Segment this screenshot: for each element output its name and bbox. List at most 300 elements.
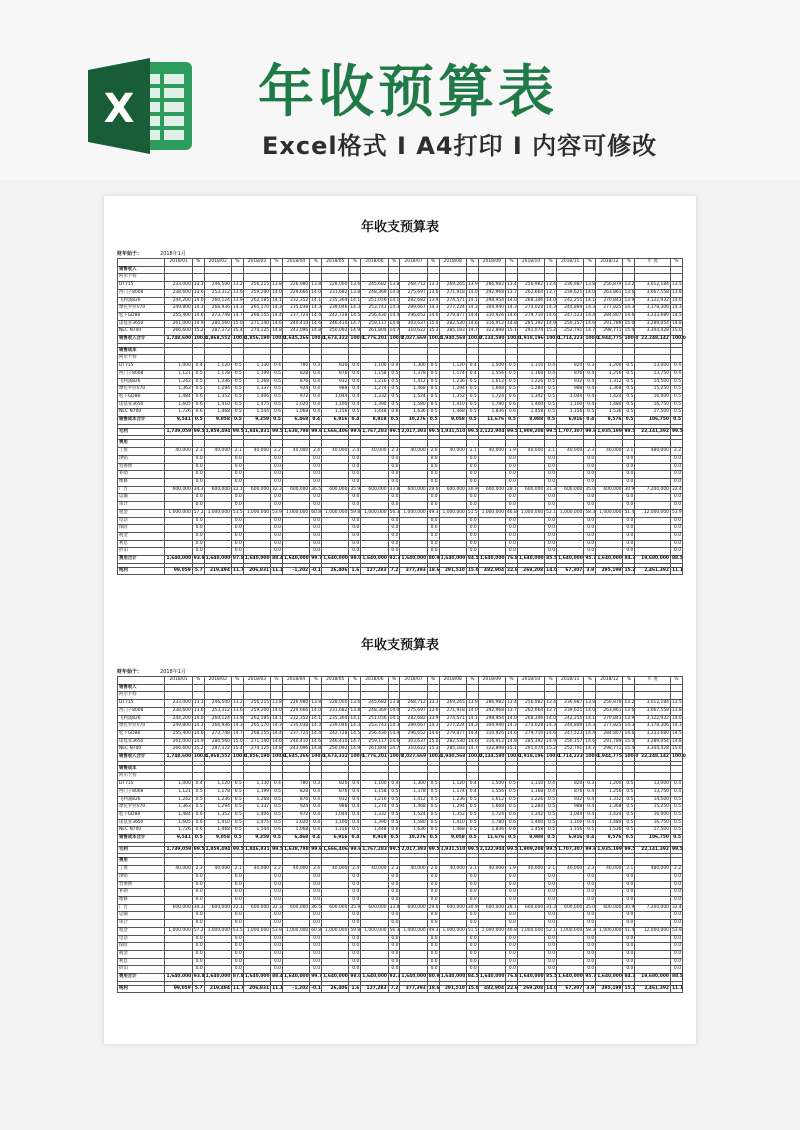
table-cell: 14.7 (388, 328, 400, 336)
table-cell: 1,536 (596, 827, 623, 835)
table-cell: 0.0 (310, 966, 322, 974)
table-cell (557, 532, 584, 540)
table-cell: 14.6 (271, 320, 283, 328)
table-cell (165, 355, 192, 363)
table-cell (427, 765, 439, 773)
table-cell: 0.0 (584, 548, 596, 556)
table-cell: 0.0 (584, 935, 596, 943)
table-cell: 828 (282, 788, 309, 796)
table-cell: 0.0 (271, 463, 283, 471)
table-cell: 0.0 (349, 935, 361, 943)
table-cell: 291,510 (439, 567, 466, 575)
table-cell: 1,158 (361, 370, 388, 378)
table-cell (322, 958, 349, 966)
table-cell: 292,968 (478, 289, 505, 297)
table-cell: 0.4 (349, 781, 361, 789)
table-cell: 14.0 (506, 297, 518, 305)
table-cell: 0.0 (545, 950, 557, 958)
table-cell: 1,412 (400, 796, 427, 804)
table-cell: 1,174 (439, 788, 466, 796)
table-cell: 239,046 (322, 305, 349, 313)
table-cell (506, 347, 518, 355)
total-row (118, 567, 683, 575)
table-cell: 0.0 (506, 966, 518, 974)
table-cell: 256,982 (517, 282, 544, 290)
row-label: 销售成本合计 (118, 835, 165, 843)
table-cell: 377,393 (400, 985, 427, 993)
table-cell: 14.1 (349, 297, 361, 305)
table-cell (596, 773, 623, 781)
table-cell: 14.1 (349, 715, 361, 723)
table-cell (204, 881, 231, 889)
table-cell: 0.0 (427, 502, 439, 510)
table-cell: 1,724 (478, 393, 505, 401)
table-cell (635, 935, 671, 943)
table-cell: 1,935,199 (596, 846, 623, 854)
table-cell: 1,121 (165, 788, 192, 796)
table-cell: 33.8 (388, 904, 400, 912)
table-cell: 14.8 (506, 738, 518, 746)
table-cell: 87.8 (231, 974, 243, 982)
table-cell: 14.1 (388, 715, 400, 723)
table-cell: 14.8 (506, 320, 518, 328)
table-cell (517, 463, 544, 471)
table-cell: 67,307 (557, 567, 584, 575)
row-label: NEC N700 (118, 328, 165, 336)
table-cell: 8,988 (517, 835, 544, 843)
table-cell (439, 494, 466, 502)
table-cell: 0.0 (271, 517, 283, 525)
table-cell (517, 274, 544, 282)
table-cell (165, 463, 192, 471)
table-cell: 1,100 (361, 781, 388, 789)
table-cell (165, 858, 192, 866)
table-cell: 1,714,223 (557, 336, 584, 344)
table-cell (400, 274, 427, 282)
table-cell (545, 274, 557, 282)
table-cell: 14.0 (192, 715, 204, 723)
table-cell: 30.9 (623, 486, 635, 494)
table-cell (557, 440, 584, 448)
table-cell: 13.6 (349, 700, 361, 708)
table-cell: 219,494 (204, 985, 231, 993)
table-cell: 53.9 (670, 509, 682, 517)
table-cell: 0.4 (349, 796, 361, 804)
header-cell: % (192, 677, 204, 685)
table-cell (192, 440, 204, 448)
table-cell (282, 920, 309, 928)
table-cell (478, 502, 505, 510)
table-cell: 1,724 (478, 811, 505, 819)
table-cell (243, 463, 270, 471)
table-cell: 0.0 (506, 517, 518, 525)
table-cell: 310,622 (400, 746, 427, 754)
table-cell: 269,265 (439, 282, 466, 290)
table-cell: 14.6 (466, 738, 478, 746)
table-cell: 40,000 (557, 866, 584, 874)
table-cell: 0.5 (427, 827, 439, 835)
table-cell (439, 532, 466, 540)
table-row (118, 494, 683, 502)
table-cell: 0.5 (388, 386, 400, 394)
table-cell: 988 (557, 386, 584, 394)
table-cell (596, 494, 623, 502)
table-cell (517, 684, 544, 692)
table-cell: 22,248,142 (635, 754, 671, 762)
table-cell: 0.0 (545, 502, 557, 510)
table-cell: 1,468 (400, 804, 427, 812)
table-cell: 14.3 (349, 723, 361, 731)
table-cell: 0.5 (271, 819, 283, 827)
table-cell (400, 858, 427, 866)
table-cell: 0.5 (623, 804, 635, 812)
table-cell: 67,307 (557, 985, 584, 993)
table-cell (310, 692, 322, 700)
table-cell: 820 (557, 781, 584, 789)
table-cell: 1,448 (361, 409, 388, 417)
table-cell: 0.5 (349, 827, 361, 835)
table-cell: 0.0 (349, 943, 361, 951)
table-cell (635, 943, 671, 951)
header-cell: % (388, 677, 400, 685)
header-cell: % (466, 677, 478, 685)
table-cell (204, 912, 231, 920)
table-cell: 0.0 (231, 525, 243, 533)
table-cell: 0.6 (192, 401, 204, 409)
table-cell: 17,500 (635, 827, 671, 835)
table-cell: 0.0 (271, 540, 283, 548)
table-cell: 99.7 (310, 556, 322, 564)
row-label: 松下GD88 (118, 811, 165, 819)
table-cell: 56.3 (388, 927, 400, 935)
table-cell: 256,430 (361, 730, 388, 738)
table-cell (243, 896, 270, 904)
table-cell: 972 (282, 811, 309, 819)
table-cell: 0.0 (388, 532, 400, 540)
table-cell (361, 274, 388, 282)
header-cell: 2018/08 (439, 677, 466, 685)
row-label: 利息 (118, 958, 165, 966)
table-cell: 99.6 (349, 428, 361, 436)
table-cell: 0.5 (231, 378, 243, 386)
header-cell: 2018/07 (400, 677, 427, 685)
table-cell: 26,406 (322, 567, 349, 575)
table-cell (192, 266, 204, 274)
table-cell: 0.0 (427, 525, 439, 533)
table-cell: 3,289,054 (635, 738, 671, 746)
table-cell (635, 525, 671, 533)
table-cell: 0.0 (231, 463, 243, 471)
table-cell: 0.5 (466, 819, 478, 827)
table-cell: 1,000,000 (439, 927, 466, 935)
table-cell: 0.0 (506, 873, 518, 881)
table-cell: 2.3 (388, 448, 400, 456)
table-row (118, 966, 683, 974)
table-cell: 2.2 (670, 866, 682, 874)
table-cell (231, 684, 243, 692)
table-cell: 0.4 (271, 363, 283, 371)
header-cell: 2018/07 (400, 259, 427, 267)
table-cell: 49.3 (427, 509, 439, 517)
table-cell: -1,202 (282, 985, 309, 993)
table-cell (517, 692, 544, 700)
table-cell: 0.0 (310, 463, 322, 471)
table-cell: 14.3 (192, 305, 204, 313)
table-cell: 0.4 (310, 409, 322, 417)
table-cell (596, 858, 623, 866)
table-cell: 1,944,775 (596, 336, 623, 344)
table-cell: 2,461,392 (635, 985, 671, 993)
table-cell: 0.5 (349, 409, 361, 417)
table-cell (282, 463, 309, 471)
table-cell: 1,475 (243, 819, 270, 827)
table-cell (596, 525, 623, 533)
table-cell (271, 858, 283, 866)
table-cell: 14.4 (388, 312, 400, 320)
table-cell: 0.0 (670, 471, 682, 479)
table-cell: 15.3 (427, 328, 439, 336)
table-cell: 11.1 (670, 567, 682, 575)
table-cell: 1,524 (400, 811, 427, 819)
table-cell: 0.0 (466, 463, 478, 471)
table-cell: 0.5 (192, 417, 204, 425)
table-cell: 244,889 (557, 305, 584, 313)
table-cell: 14.0 (310, 707, 322, 715)
table-cell: 0.4 (310, 401, 322, 409)
table-cell (192, 684, 204, 692)
total-row (118, 985, 683, 993)
table-cell: 0.5 (192, 796, 204, 804)
table-cell: 0.5 (427, 788, 439, 796)
table-cell (361, 966, 388, 974)
table-cell (388, 355, 400, 363)
table-cell: 1,000,000 (243, 509, 270, 517)
table-cell: 16,750 (635, 819, 671, 827)
table-cell (584, 347, 596, 355)
table-cell: 0.0 (670, 540, 682, 548)
table-cell: 0.0 (192, 920, 204, 928)
table-cell: 0.0 (466, 471, 478, 479)
table-cell (517, 920, 544, 928)
table-cell: 99.5 (271, 428, 283, 436)
table-cell: 0.0 (349, 540, 361, 548)
table-cell: 2.1 (466, 448, 478, 456)
table-cell (349, 355, 361, 363)
table-cell: 0.0 (466, 920, 478, 928)
table-cell (478, 266, 505, 274)
header-cell: 2018/11 (557, 677, 584, 685)
table-cell: 84.5 (466, 974, 478, 982)
table-cell (361, 455, 388, 463)
table-cell: 13.6 (427, 289, 439, 297)
table-cell: 250,092 (322, 746, 349, 754)
table-cell (282, 773, 309, 781)
table-cell: 14.9 (349, 328, 361, 336)
table-cell: 0.0 (466, 958, 478, 966)
table-cell: 100.0 (466, 754, 478, 762)
table-cell (478, 692, 505, 700)
table-cell (557, 920, 584, 928)
table-cell: 1,294 (439, 386, 466, 394)
table-cell: 15.0 (670, 746, 682, 754)
table-cell (478, 355, 505, 363)
table-cell (478, 966, 505, 974)
table-cell: 40,000 (478, 448, 505, 456)
table-cell: 40,000 (322, 866, 349, 874)
table-cell: 32.3 (271, 904, 283, 912)
table-cell: 0.4 (310, 804, 322, 812)
table-cell: 1,931,510 (439, 846, 466, 854)
table-cell (545, 355, 557, 363)
table-cell: 1,020 (282, 819, 309, 827)
table-cell: 247,523 (557, 312, 584, 320)
table-cell: 0.4 (310, 417, 322, 425)
table-cell: 14.3 (310, 305, 322, 313)
total-row (118, 846, 683, 854)
table-cell: 0.5 (427, 811, 439, 819)
header-cell: 2018/02 (204, 259, 231, 267)
table-cell: 0.5 (670, 378, 682, 386)
table-cell (310, 274, 322, 282)
table-cell: 0.0 (670, 943, 682, 951)
table-cell: 0.0 (310, 873, 322, 881)
table-cell: 0.0 (349, 471, 361, 479)
table-cell (596, 692, 623, 700)
table-cell: 0.0 (466, 494, 478, 502)
table-cell: 0.0 (192, 540, 204, 548)
table-cell (165, 517, 192, 525)
table-cell (557, 943, 584, 951)
table-row (118, 738, 683, 746)
header-cell: 2018/03 (243, 677, 270, 685)
table-cell (670, 274, 682, 282)
section-row (118, 858, 683, 866)
table-cell: 14.0 (545, 715, 557, 723)
table-cell: 245,682 (361, 282, 388, 290)
table-cell: 7.2 (388, 985, 400, 993)
table-cell: 228,000 (322, 700, 349, 708)
table-cell: 0.0 (271, 966, 283, 974)
table-cell: 0.5 (623, 370, 635, 378)
table-cell: 0.0 (545, 455, 557, 463)
row-label: 维修 (118, 478, 165, 486)
table-cell (282, 455, 309, 463)
table-cell: 1,000,000 (478, 509, 505, 517)
header-cell: % (623, 259, 635, 267)
table-cell: 0.5 (670, 409, 682, 417)
table-cell: 14.6 (584, 738, 596, 746)
table-cell: 14.3 (427, 305, 439, 313)
table-cell: 1,767,283 (361, 428, 388, 436)
table-cell: 0.0 (466, 540, 478, 548)
table-cell: 80.9 (427, 974, 439, 982)
table-cell: 291,074 (517, 328, 544, 336)
table-cell: 0.0 (670, 881, 682, 889)
table-cell: 1,000,000 (557, 927, 584, 935)
table-cell (400, 266, 427, 274)
table-cell: 13.5 (670, 282, 682, 290)
table-cell: 0.5 (192, 370, 204, 378)
table-cell: 10,276 (400, 835, 427, 843)
table-cell: 0.4 (192, 363, 204, 371)
table-cell (361, 773, 388, 781)
table-cell (400, 440, 427, 448)
table-cell: 0.0 (427, 912, 439, 920)
table-cell: 2.4 (310, 866, 322, 874)
row-label: 保险 (118, 525, 165, 533)
table-cell (557, 355, 584, 363)
table-cell: 2.3 (388, 866, 400, 874)
table-cell: 780 (282, 781, 309, 789)
table-cell: 0.5 (506, 796, 518, 804)
table-cell: 1,468 (204, 827, 231, 835)
table-cell: 377,393 (400, 567, 427, 575)
table-cell: 14.3 (271, 305, 283, 313)
table-cell: 1,640,000 (243, 974, 270, 982)
table-cell: 15.1 (506, 328, 518, 336)
table-cell (165, 935, 192, 943)
table-cell (517, 478, 544, 486)
table-cell (282, 692, 309, 700)
table-cell: 0.4 (310, 788, 322, 796)
table-cell (584, 858, 596, 866)
table-cell: 0.4 (310, 796, 322, 804)
table-cell: 0.0 (192, 548, 204, 556)
table-cell: 1,640,000 (517, 556, 544, 564)
table-cell: 2,027,669 (400, 754, 427, 762)
table-cell: 106,750 (635, 835, 671, 843)
table-cell (361, 478, 388, 486)
table-cell: 280,560 (204, 738, 231, 746)
table-cell (427, 274, 439, 282)
table-cell: 53.5 (231, 927, 243, 935)
table-cell: 233,000 (165, 282, 192, 290)
row-label: 费用合计 (118, 974, 165, 982)
table-cell: 40,000 (361, 866, 388, 874)
table-cell: 2,134,580 (478, 754, 505, 762)
table-cell: 247,523 (557, 730, 584, 738)
table-cell (361, 494, 388, 502)
table-cell: 228,000 (322, 282, 349, 290)
table-cell: 1,312 (596, 796, 623, 804)
table-cell (596, 873, 623, 881)
table-cell: 1,640,000 (322, 556, 349, 564)
table-cell (271, 692, 283, 700)
table-cell: 0.5 (231, 386, 243, 394)
table-cell: 0.5 (506, 363, 518, 371)
header-cell: % (349, 259, 361, 267)
table-cell: 32.4 (670, 486, 682, 494)
table-cell (635, 274, 671, 282)
table-cell: 1,000,000 (400, 509, 427, 517)
table-cell (282, 478, 309, 486)
table-cell: 0.0 (349, 502, 361, 510)
table-cell (478, 958, 505, 966)
table-cell: 0.5 (388, 811, 400, 819)
table-cell: 876 (282, 796, 309, 804)
table-cell: 14.3 (670, 723, 682, 731)
table-cell: 14.6 (427, 730, 439, 738)
table-cell: 0.5 (466, 409, 478, 417)
table-cell (596, 355, 623, 363)
table-cell: 244,200 (165, 297, 192, 305)
table-cell (545, 266, 557, 274)
table-cell (361, 912, 388, 920)
table-cell: 0.4 (545, 363, 557, 371)
header-cell: 年 度 (635, 677, 671, 685)
table-cell: 0.5 (545, 417, 557, 425)
table-cell: 0.5 (506, 417, 518, 425)
